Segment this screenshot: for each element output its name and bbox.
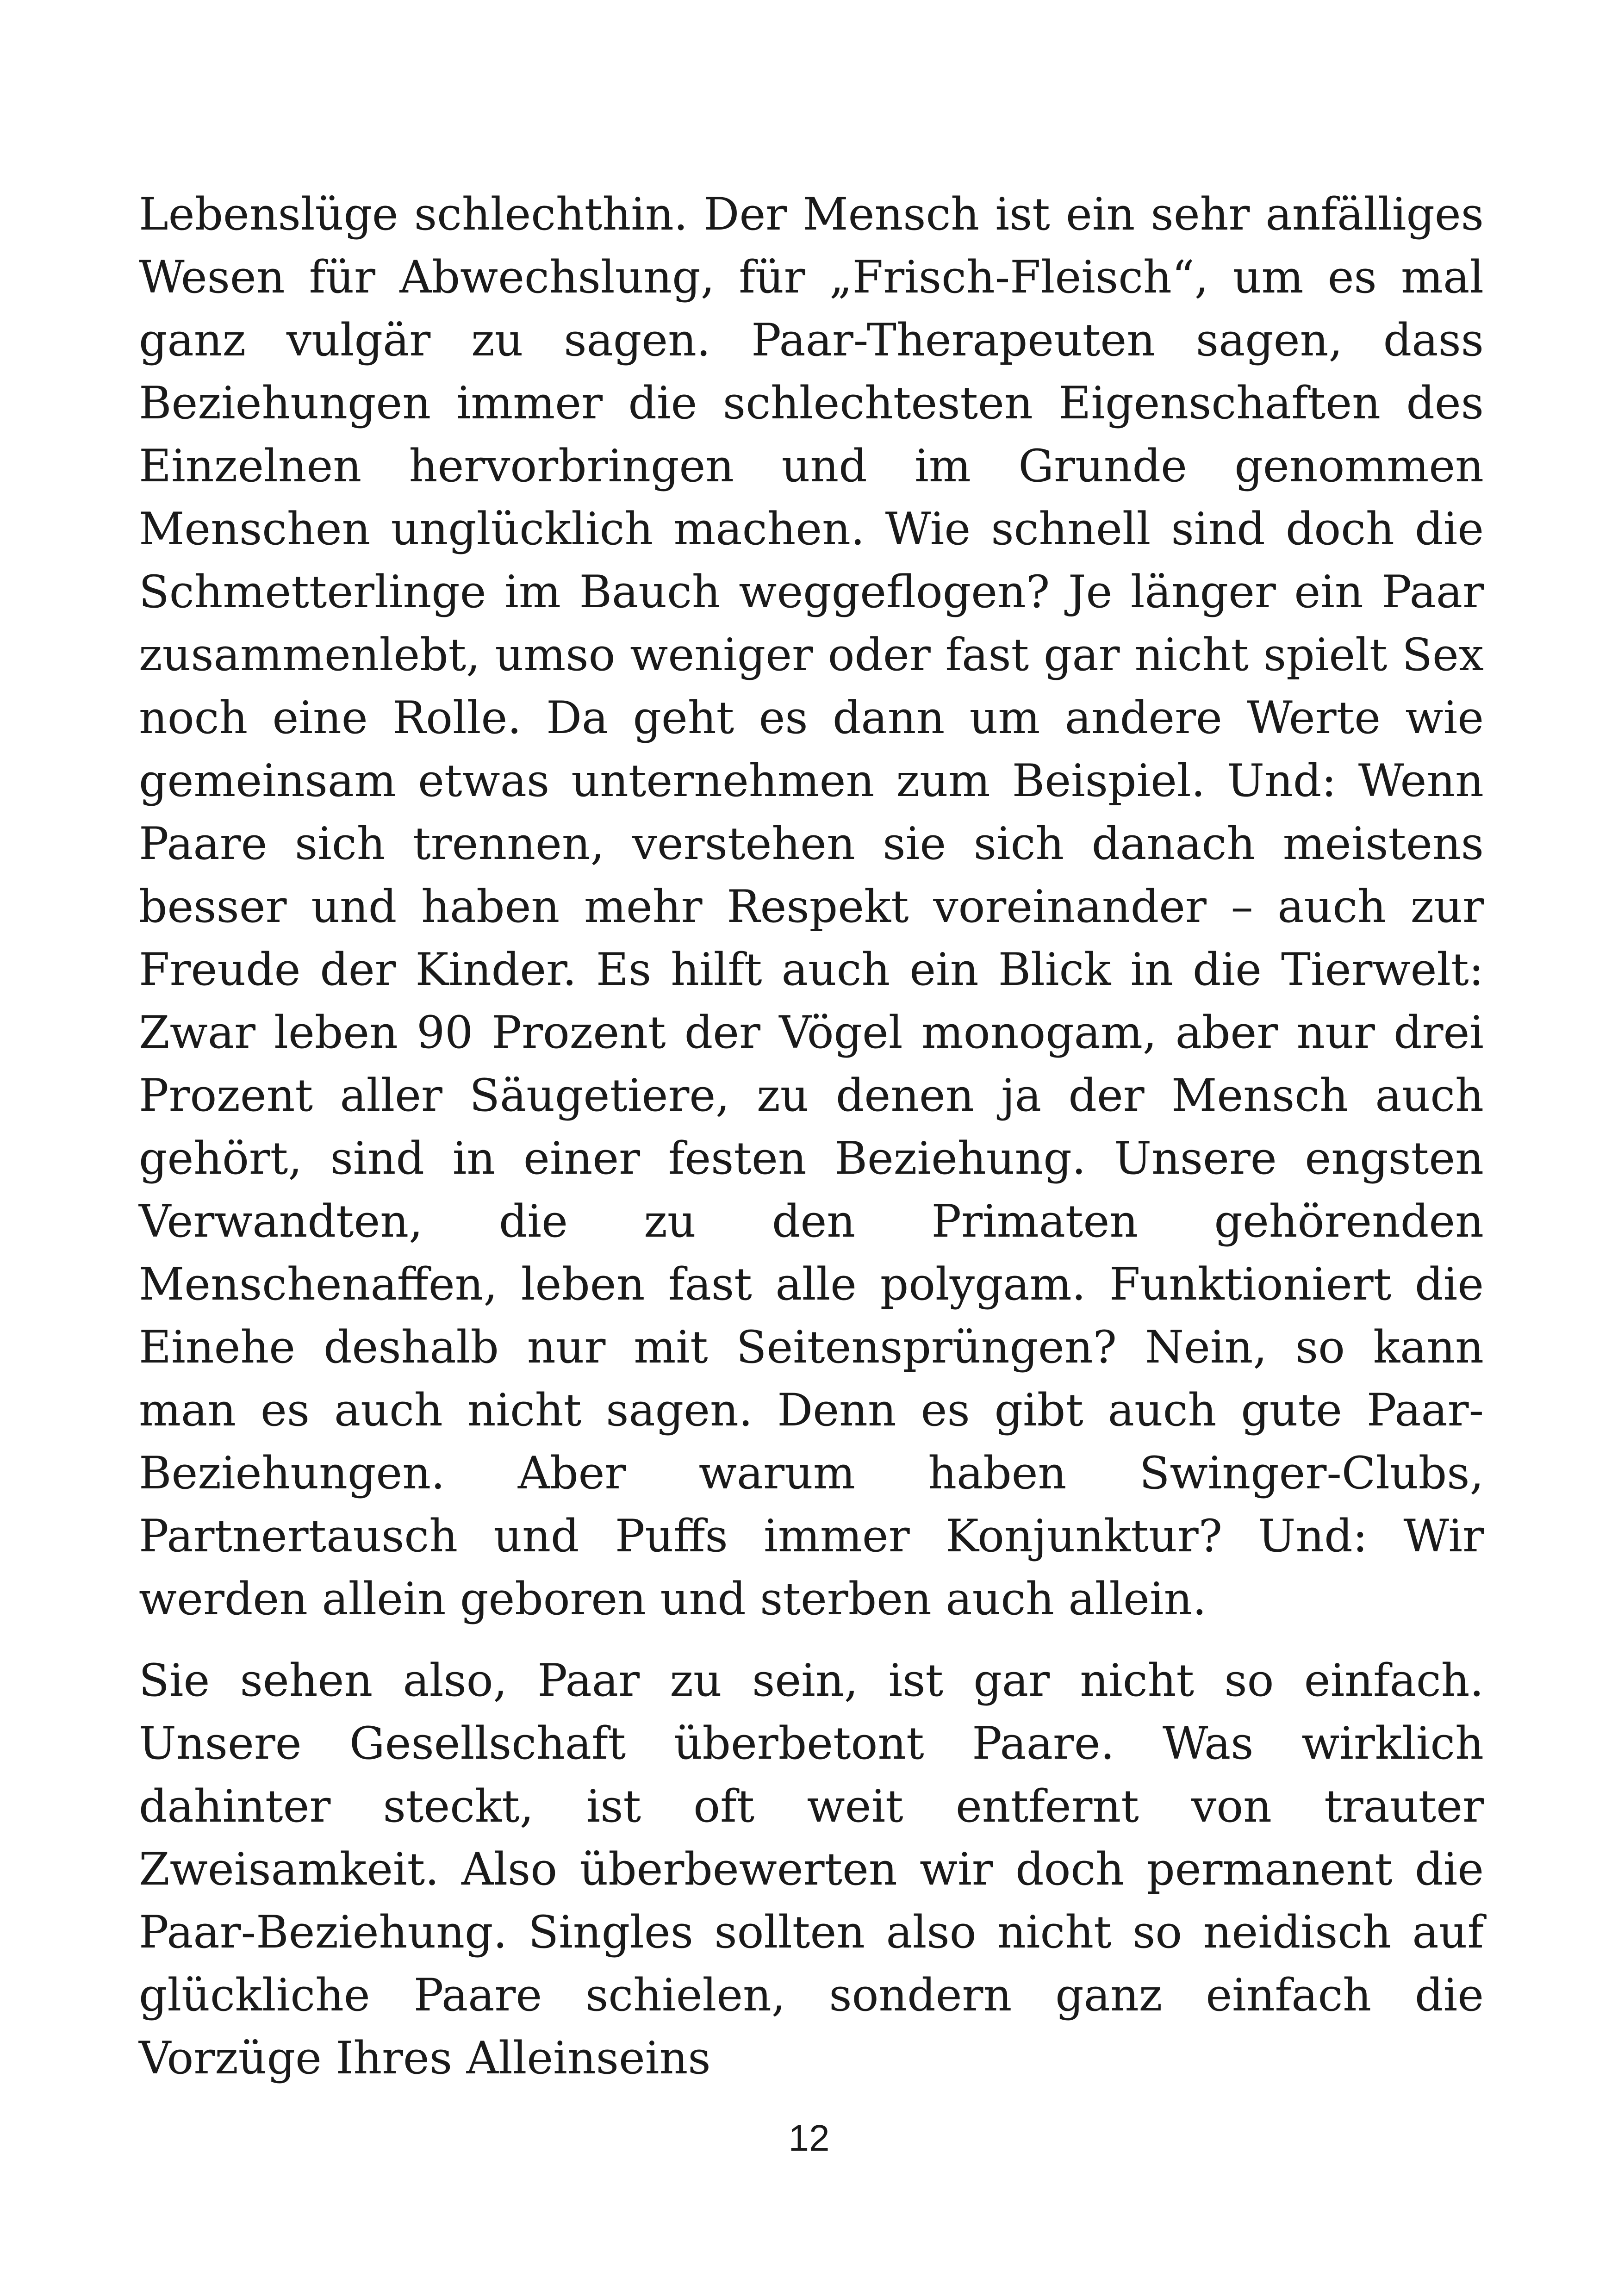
page-number: 12 [788, 2117, 830, 2159]
body-text [139, 183, 1484, 2090]
paragraph-2: Sie sehen also, Paar zu sein, ist gar nicht so einfach. Unsere Gesellschaft überbetont Paare. Was wirklich dahinter steckt, ist oft weit entfernt von trauter Zweisamkeit. Also überbewerten wir doch permanent die Paar-Beziehung. Singles sollten also nicht so neidisch auf glückliche Paare schielen, sondern ganz einfach die Vorzüge Ihres Alleinseins [139, 1655, 1484, 2084]
paragraph-1: Lebenslüge schlechthin. Der Mensch ist ein sehr anfälliges Wesen für Abwechslung, für „Frisch-Fleisch“, um es mal ganz vulgär zu sagen. Paar-Therapeuten sagen, dass Beziehungen immer die schlechtesten Eigenschaften des Einzelnen hervorbringen und im Grunde genommen Menschen unglücklich machen. Wie schnell sind doch die Schmetterlinge im Bauch weggeflogen? Je länger ein Paar zusammenlebt, umso weniger oder fast gar nicht spielt Sex noch eine Rolle. Da geht es dann um andere Werte wie gemeinsam etwas unternehmen zum Beispiel. Und: Wenn Paare sich trennen, verstehen sie sich danach meistens besser und haben mehr Respekt voreinander – auch zur Freude der Kinder. Es hilft auch ein Blick in die Tierwelt: Zwar leben 90 Prozent der Vögel monogam, aber nur drei Prozent aller Säugetiere, zu denen ja der Mensch auch gehört, sind in einer festen Beziehung. Unsere engsten Verwandten, die zu den Primaten gehörenden Menschenaffen, leben fast alle polygam. Funktioniert die Einehe deshalb nur mit Seitensprüngen? Nein, so kann man es auch nicht sagen. Denn es gibt auch gute Paar-Beziehungen. Aber warum haben Swinger-Clubs, Partnertausch und Puffs immer Konjunktur? Und: Wir werden allein geboren und sterben auch allein. [139, 188, 1484, 1625]
